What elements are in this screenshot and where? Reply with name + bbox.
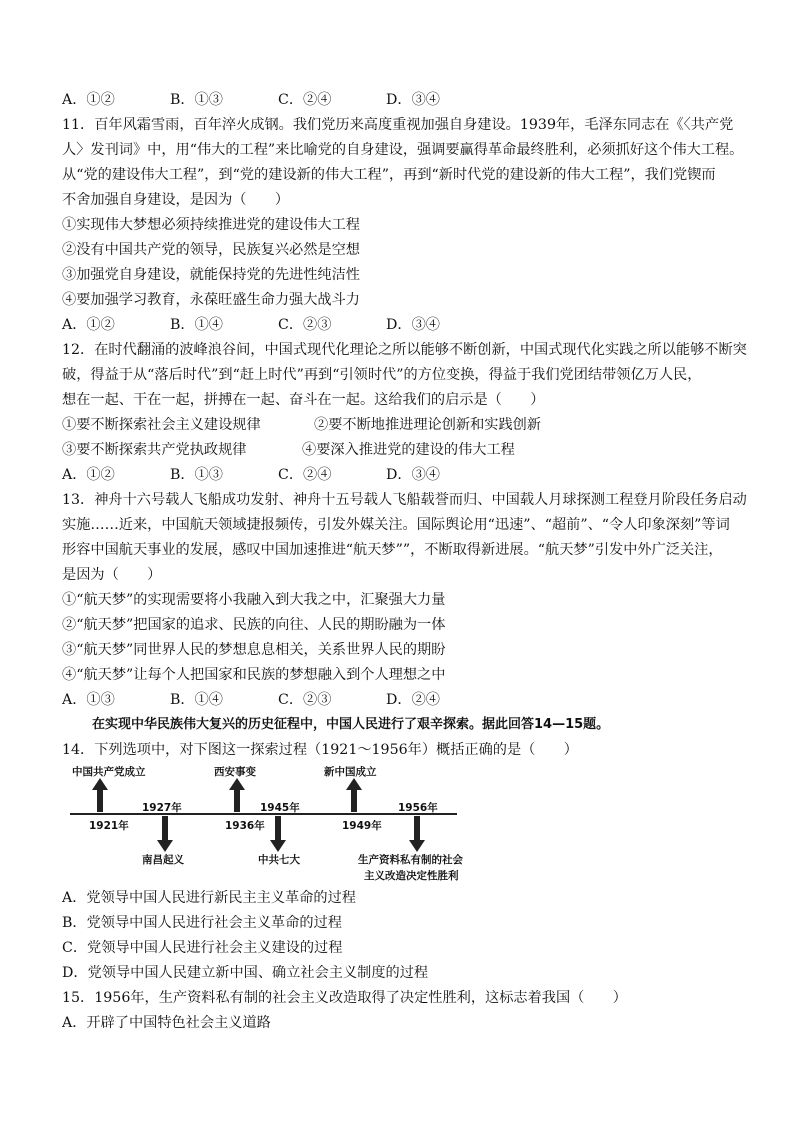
arrow-down-1945-head	[270, 840, 286, 852]
q11-item: ④要加强学习教育，永葆旺盛生命力强大战斗力	[62, 292, 360, 308]
q13-stem-line: 是因为（ ）	[62, 567, 162, 583]
q12-item: ③要不断探索共产党执政规律	[62, 442, 247, 458]
option-c: C．②④	[278, 92, 332, 108]
q12-item: ②要不断地推进理论创新和实践创新	[314, 417, 542, 433]
arrow-up-1936-head	[229, 778, 245, 790]
option-d: D．③④	[386, 92, 440, 108]
option-c: C．②④	[278, 467, 332, 483]
option-d: D．③④	[386, 467, 440, 483]
q12-stem-line: 12．在时代翻涌的波峰浪谷间，中国式现代化理论之所以能够不断创新，中国式现代化实践之所以能够不断突	[62, 342, 747, 358]
q14-option: B．党领导中国人民进行社会主义革命的过程	[62, 915, 342, 931]
event-prc-founded: 新中国成立	[324, 766, 377, 778]
q13-options	[62, 690, 494, 710]
q11-stem-line: 11．百年风霜雪雨，百年淬火成钢。我们党历来高度重视加强自身建设。1939年，毛泽东同志在《〈共产党	[62, 117, 734, 133]
q13-stem-line: 13．神舟十六号载人飞船成功发射、神舟十五号载人飞船载誉而归、中国载人月球探测工程登月阶段任务启动	[62, 492, 747, 508]
event-7th-congress: 中共七大	[258, 854, 300, 866]
option-c: C．②③	[278, 692, 332, 708]
option-b: B．①④	[170, 317, 223, 333]
event-nanchang-uprising: 南昌起义	[142, 854, 184, 866]
q13-item: ③“航天梦”同世界人民的梦想息息相关，关系世界人民的期盼	[62, 642, 446, 658]
timeline-figure	[62, 762, 482, 882]
option-a: A．①③	[62, 692, 115, 708]
option-a: A．①②	[62, 92, 115, 108]
q12-items-row	[62, 440, 515, 460]
q13-item: ②“航天梦”把国家的追求、民族的向往、人民的期盼融为一体	[62, 617, 446, 633]
q14-option: D．党领导中国人民建立新中国、确立社会主义制度的过程	[62, 965, 429, 981]
event-socialist-transformation: 生产资料私有制的社会	[358, 854, 463, 866]
q13-stem-line: 形容中国航天事业的发展，感叹中国加速推进“航天梦””，不断取得新进展。“航天梦”引发中外广泛关注，	[62, 542, 723, 558]
year-1936: 1936年	[225, 820, 265, 832]
section-hint: 在实现中华民族伟大复兴的历史征程中，中国人民进行了艰辛探索。据此回答14—15题。	[92, 717, 610, 732]
q12-items-row	[62, 415, 541, 435]
q12-options	[62, 465, 494, 485]
option-b: B．①③	[170, 467, 223, 483]
q11-item: ①实现伟大梦想必须持续推进党的建设伟大工程	[62, 217, 360, 233]
options-row-prev	[62, 90, 494, 110]
q15-stem: 15．1956年，生产资料私有制的社会主义改造取得了决定性胜利，这标志着我国（ ）	[62, 990, 627, 1006]
option-d: D．②④	[386, 692, 440, 708]
q11-item: ③加强党自身建设，就能保持党的先进性纯洁性	[62, 267, 360, 283]
q13-item: ①“航天梦”的实现需要将小我融入到大我之中，汇聚强大力量	[62, 592, 446, 608]
arrow-down-1927-head	[157, 840, 173, 852]
year-1927: 1927年	[142, 802, 182, 814]
year-1956: 1956年	[398, 802, 438, 814]
option-b: B．①④	[170, 692, 223, 708]
option-c: C．②③	[278, 317, 332, 333]
q12-item: ④要深入推进党的建设的伟大工程	[302, 442, 515, 458]
q14-stem: 14．下列选项中，对下图这一探索过程（1921～1956年）概括正确的是（ ）	[62, 742, 578, 758]
q11-options	[62, 315, 494, 335]
q14-option: A．党领导中国人民进行新民主主义革命的过程	[62, 890, 356, 906]
event-xian-incident: 西安事变	[214, 766, 256, 778]
q15-option: A．开辟了中国特色社会主义道路	[62, 1015, 271, 1031]
q14-option: C．党领导中国人民进行社会主义建设的过程	[62, 940, 343, 956]
q11-item: ②没有中国共产党的领导，民族复兴必然是空想	[62, 242, 360, 258]
year-1945: 1945年	[260, 802, 300, 814]
q12-item: ①要不断探索社会主义建设规律	[62, 417, 261, 433]
option-a: A．①②	[62, 467, 115, 483]
option-a: A．①②	[62, 317, 115, 333]
option-b: B．①③	[170, 92, 223, 108]
q11-stem-line: 从“党的建设伟大工程”，到“党的建设新的伟大工程”，再到“新时代党的建设新的伟大工程”，我们党锲而	[62, 167, 716, 183]
q13-stem-line: 实施……近来，中国航天领域捷报频传，引发外媒关注。国际舆论用“迅速”、“超前”、“令人印象深刻”等词	[62, 517, 730, 533]
option-d: D．③④	[386, 317, 440, 333]
arrow-down-1956-head	[409, 840, 425, 852]
q12-stem-line: 破，得益于从“落后时代”到“赶上时代”再到“引领时代”的方位变换，得益于我们党团结带领亿万人民，	[62, 367, 702, 383]
q13-item: ④“航天梦”让每个人把国家和民族的梦想融入到个人理想之中	[62, 667, 446, 683]
year-1921: 1921年	[89, 820, 129, 832]
arrow-up-1949-head	[346, 778, 362, 790]
event-socialist-transformation-line2: 主义改造决定性胜利	[364, 870, 459, 882]
q12-stem-line: 想在一起、干在一起，拼搏在一起、奋斗在一起。这给我们的启示是（ ）	[62, 392, 545, 408]
q11-stem-line: 人〉发刊词》中，用“伟大的工程”来比喻党的自身建设，强调要赢得革命最终胜利，必须抓好这个伟大工程。	[62, 142, 744, 158]
arrow-up-1921-head	[92, 778, 108, 790]
event-cpc-founded: 中国共产党成立	[72, 766, 146, 778]
year-1949: 1949年	[342, 820, 382, 832]
q11-stem-line: 不舍加强自身建设，是因为（ ）	[62, 192, 290, 208]
